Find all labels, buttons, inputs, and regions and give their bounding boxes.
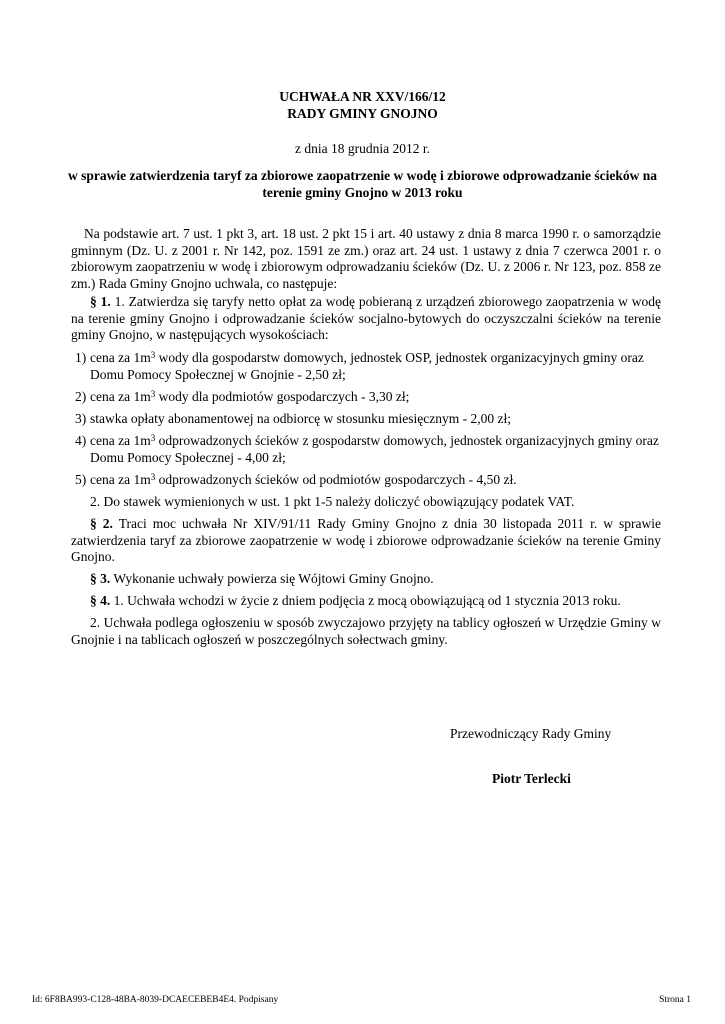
list-item: 1) cena za $1m^3$ wody dla gospodarstw domowych, jednostek OSP, jednostek organizacyjnych gminy oraz Domu Pomocy Społecznej w Gnojnie - 2,50 zł; bbox=[75, 350, 644, 382]
section-1-intro bbox=[71, 294, 661, 344]
section-4-point-2: 2. Uchwała podlega ogłoszeniu w sposób zwyczajowo przyjęty na tablicy ogłoszeń w Urzędzie Gminy w Gnojnie i na tablicach ogłoszeń w poszczególnych sołectwach gminy. bbox=[71, 615, 661, 647]
subject-line-1: w sprawie zatwierdzenia taryf za zbiorowe zaopatrzenie w wodę i zbiorowe odprowadzanie ścieków na bbox=[67, 168, 658, 183]
list-item: 2) cena za $1m^3$ wody dla podmiotów gospodarczych - 3,30 zł; bbox=[75, 389, 410, 404]
document-id: Id: 6F8BA993-C128-48BA-8039-DCAECEBEB4E4. Podpisany bbox=[32, 995, 279, 1005]
section-1-mark: § 1. bbox=[90, 294, 111, 309]
subject-line-2: terenie gminy Gnojno w 2013 roku bbox=[262, 185, 463, 200]
page-number: Strona 1 bbox=[659, 995, 691, 1005]
section-2 bbox=[71, 516, 661, 566]
section-4-mark: § 4. bbox=[90, 593, 111, 608]
section-4 bbox=[71, 593, 661, 610]
signature-role: Przewodniczący Rady Gminy bbox=[450, 726, 612, 741]
section-3 bbox=[71, 571, 661, 588]
section-3-mark: § 3. bbox=[90, 571, 111, 586]
resolution-subject bbox=[64, 167, 661, 201]
council-name: RADY GMINY GNOJNO bbox=[287, 106, 438, 121]
section-1-point-2: 2. Do stawek wymienionych w ust. 1 pkt 1-5 należy doliczyć obowiązujący podatek VAT. bbox=[90, 494, 575, 509]
section-3-text: Wykonanie uchwały powierza się Wójtowi Gminy Gnojno. bbox=[113, 571, 434, 586]
signature-name: Piotr Terlecki bbox=[492, 771, 571, 786]
list-item: 5) cena za $1m^3$ odprowadzonych ścieków od podmiotów gospodarczych - 4,50 zł. bbox=[75, 472, 517, 487]
section-1-text: 1. Zatwierdza się taryfy netto opłat za wodę pobieraną z urządzeń zbiorowego zaopatrzenia w wodę na terenie gminy Gnojno i odprowadzanie ścieków socjalno-bytowych do oczyszczalni ścieków na terenie gminy Gnojno, w następujących wysokościach: bbox=[71, 294, 661, 342]
section-2-mark: § 2. bbox=[90, 516, 113, 531]
list-item: 4) cena za $1m^3$ odprowadzonych ścieków z gospodarstw domowych, jednostek organizacyjnych gminy oraz Domu Pomocy Społecznej - 4,00 zł; bbox=[75, 433, 659, 465]
preamble: Na podstawie art. 7 ust. 1 pkt 3, art. 18 ust. 2 pkt 15 i art. 40 ustawy z dnia 8 marca 1990 r. o samorządzie gminnym (Dz. U. z 2001 r. Nr 142, poz. 1591 ze zm.) oraz art. 24 ust. 1 ustawy z dnia 7 czerwca 2001 r. o zbiorowym zaopatrzeniu w wodę i zbiorowym odprowadzaniu ścieków (Dz. U. z 2006 r. Nr 123, poz. 858 ze zm.) Rada Gminy Gnojno uchwala, co następuje: bbox=[71, 226, 661, 291]
section-4-text: 1. Uchwała wchodzi w życie z dniem podjęcia z mocą obowiązującą od 1 stycznia 2013 roku. bbox=[113, 593, 621, 608]
resolution-date: z dnia 18 grudnia 2012 r. bbox=[295, 141, 430, 156]
list-item: 3) stawka opłaty abonamentowej na odbiorcę w stosunku miesięcznym - 2,00 zł; bbox=[75, 411, 512, 426]
section-2-text: Traci moc uchwała Nr XIV/91/11 Rady Gminy Gnojno z dnia 30 listopada 2011 r. w sprawie zatwierdzenia taryf za zbiorowe zaopatrzenie w wodę i zbiorowe odprowadzanie ścieków na terenie Gminy Gnojno. bbox=[71, 516, 662, 564]
resolution-title: UCHWAŁA NR XXV/166/12 bbox=[279, 89, 446, 104]
